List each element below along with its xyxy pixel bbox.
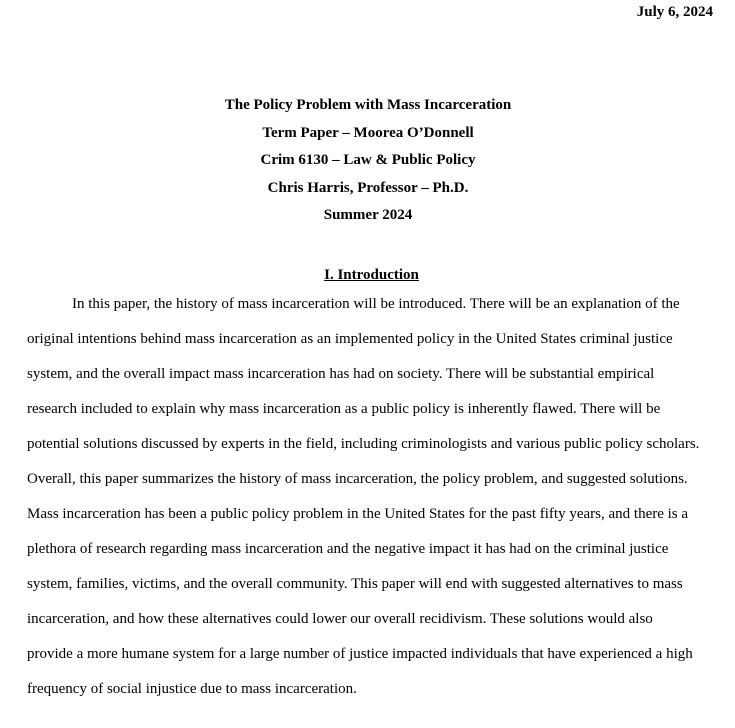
paper-type-author: Term Paper – Moorea O’Donnell: [262, 124, 474, 141]
paragraph-line: system, and the overall impact mass incarceration has had on society. There will be substantial empirical: [27, 366, 655, 382]
paragraph-line: potential solutions discussed by experts in the field, including criminologists and various public policy scholars.: [27, 436, 700, 452]
paper-title: The Policy Problem with Mass Incarceration: [224, 97, 512, 113]
paragraph-line: In this paper, the history of mass incarceration will be introduced. There will be an explanation of the: [72, 296, 680, 312]
paragraph-line: frequency of social injustice due to mass incarceration.: [27, 681, 357, 697]
paragraph-line: plethora of research regarding mass incarceration and the negative impact it has had on the criminal justice: [27, 541, 669, 557]
paragraph-line: Overall, this paper summarizes the history of mass incarceration, the policy problem, and suggested solutions.: [27, 471, 688, 487]
title-block: [0, 95, 735, 233]
paragraph-line: provide a more humane system for a large number of justice impacted individuals that have experienced a high: [27, 646, 693, 662]
paragraph-line: research included to explain why mass incarceration as a public policy is inherently flawed. There will be: [27, 401, 661, 417]
section-heading: I. Introduction: [324, 267, 419, 283]
paragraph-line: incarceration, and how these alternatives could lower our overall recidivism. These solutions would also: [27, 611, 653, 627]
term: Summer 2024: [323, 207, 413, 223]
introduction-paragraph: [27, 294, 727, 714]
paragraph-line: original intentions behind mass incarceration as an implemented policy in the United States criminal justice: [27, 331, 673, 347]
paragraph-line: system, families, victims, and the overall community. This paper will end with suggested alternatives to mass: [27, 576, 683, 592]
professor-name: Chris Harris, Professor – Ph.D.: [267, 179, 469, 196]
document-date: July 6, 2024: [636, 4, 713, 20]
course-name: Crim 6130 – Law & Public Policy: [260, 152, 476, 168]
paragraph-line: Mass incarceration has been a public policy problem in the United States for the past fifty years, and there is a: [27, 506, 689, 522]
